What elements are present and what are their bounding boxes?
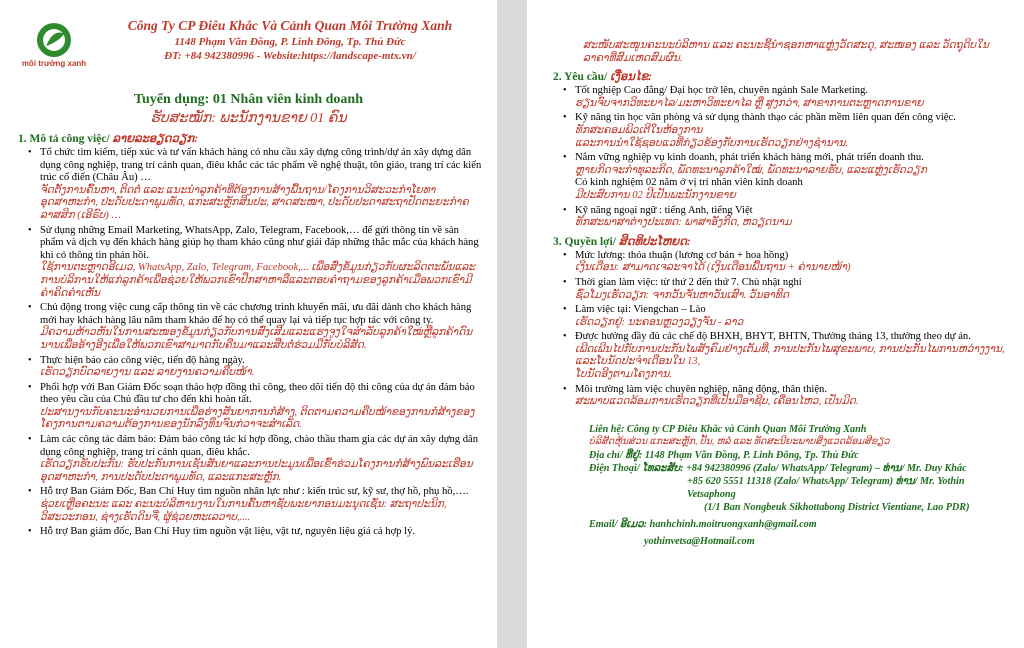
item-vi: • Phối hợp với Ban Giám Đốc soạn thảo hợp đồng thi công, theo dõi tiến độ thi công của dự án đảm bảo theo yêu cầu của Chủ đầu tư cho đến khi hoàn tất. <box>40 381 475 406</box>
section-heading-lao: ເງື່ອນໄຂ: <box>610 71 653 84</box>
list-item <box>575 277 1010 302</box>
item-lao: ຫຼາຍກິດຈະກຳທຸລະກິດ, ພັດທະນາລູກຄ້າໃໝ່, ພັດທະນາລາຍຮັບ, ແລະແຫຼ່ງເຮັດວຽກ <box>575 164 927 176</box>
item-lao: ຮຽນຈົບຈາກວິທະຍາໄລ/ມະຫາວິທະຍາໄລ ຫຼື ສູງກວ່າ, ສາຂາການຕະຫຼາດການຂາຍ <box>575 97 924 109</box>
item-vi: • Làm các công tác đảm bảo: Đảm bảo công tác kí hợp đồng, chào thầu tham gia các dự án xây dựng dân dụng công nghiệp, trang trí cảnh quan, điêu khắc. <box>40 434 479 458</box>
job-title-lao: ຮັບສະໝັກ: ພະນັກງານຂາຍ 01 ຄົນ <box>150 111 347 126</box>
section-heading-lao: ລາຍລະອຽດວຽກ: <box>112 133 198 145</box>
contact-lao-address: (1/1 Ban Nongbeuk Sikhottabong District Vientiane, Lao PDR) <box>704 501 970 513</box>
section-heading-vi: 2. Yêu cầu/ <box>553 71 611 84</box>
item-vi-2: Có kinh nghiệm 02 năm ở vị trí nhân viên kinh doanh <box>575 177 803 189</box>
job-description-list <box>14 147 483 539</box>
item-vi: • Môi trường làm việc chuyên nghiệp, năng động, thân thiện. <box>575 383 828 395</box>
list-item <box>575 250 1010 275</box>
item-lao-2: ໂບນັດອີງຕາມໂຄງການ. <box>575 369 673 381</box>
item-vi: • Chủ động trong việc cung cấp thông tin về các chương trình khuyến mãi, ưu đãi dành cho khách hàng mới hay khách hàng lâu năm tham khảo để họ có thể quay lại và tiếp tục hợp tác với công ty. <box>40 302 472 326</box>
list-item <box>40 302 483 352</box>
contact-email-1[interactable]: Email/ ອີເມວ: hanhchinh.moitruongxanh@gmail.com <box>589 518 817 530</box>
item-vi: • Thực hiện báo cáo công việc, tiến độ hàng ngày. <box>40 354 245 366</box>
section-heading-vi: 1. Mô tả công việc/ <box>18 133 113 145</box>
company-address: 1148 Phạm Văn Đồng, P. Linh Đông, Tp. Thủ Đức <box>174 36 406 48</box>
list-item <box>40 225 483 301</box>
item-vi: • Kỹ năng ngoại ngữ : tiếng Anh, tiếng Việt <box>575 204 753 216</box>
item-vi: • Mức lương: thỏa thuận (lương cơ bản + hoa hồng) <box>575 249 789 261</box>
list-item <box>40 434 483 484</box>
contact-email-2[interactable]: yothinvetsa@Hotmail.com <box>644 535 755 547</box>
item-lao: ເພີດເພີນໄປກັບການປະກັນໄພສັງຄົມຢ່າງເຕັມທີ່, ການປະກັນໄພສຸຂະພາບ, ການປະກັນໄພການຫວ່າງງານ, ແລະໂບນັດປະຈຳເດືອນໃນ 13, <box>575 343 1005 368</box>
list-item <box>40 486 483 524</box>
company-contact: ĐT: +84 942380996 - Website:https://landscape-mtx.vn/ <box>164 50 416 62</box>
list-item <box>575 384 1010 409</box>
company-info <box>90 18 490 62</box>
item-lao: ຈັດຕັ້ງການຄົ້ນຫາ, ຕິດຕໍ່ ແລະ ແນະນຳລູກຄ້າທີ່ຕ້ອງການສ້າງພື້ນຖານ/ໂຄງການວິສະວະກຳໂຍທາອຸດສາຫະກຳ, ປະດັບປະດາພູມທັດ, ແກະສະຫຼັກສິນປະ, ສາດສະໜາ, ປະດັບປະດາສະຖາປັດຕະຍະກຳຄລາສສິກ (ເອີຣົບ) … <box>40 184 469 221</box>
section-heading-vi: 3. Quyền lợi/ <box>553 235 619 248</box>
contact-block <box>549 423 1010 548</box>
item-lao: ທັກສະຄອມພິວເຕີໃນຫ້ອງການ <box>575 124 703 136</box>
contact-company: Liên hệ: Công ty CP Điêu Khắc và Cảnh Quan Môi Trường Xanh <box>589 423 867 435</box>
contact-phone-1: Điện Thoại/ ໂທລະສັບ: +84 942380996 (Zalo/ WhatsApp/ Telegram) – ທ່ານ/ Mr. Duy Khắc <box>589 462 967 474</box>
item-lao: ຊ່ວຍເຫຼືອຄະນະ ແລະ ຄະນະບໍລິຫານງານໃນການຄົ້ນຫາຊັບພະຍາກອນມະນຸດເຊັ່ນ: ສະຖາປະນິກ, ວິສະວະກອນ, ຊ່າງເຮັດດິນຈີ່, ຜູ້ຊ່ວຍຫະເລວາບ,.... <box>40 499 447 523</box>
item-vi: • Sử dụng những Email Marketing, WhatsApp, Zalo, Telegram, Facebook,… để gửi thông tin về sản phẩm và dịch vụ đến khách hàng giúp họ tham khảo cũng như giải đáp những thắc mắc của khách hàng khi có thông tin phản hồi. <box>40 224 479 261</box>
section-heading-description <box>18 131 483 145</box>
company-logo-icon <box>21 20 87 76</box>
list-item <box>575 112 1010 150</box>
item-lao: ເງິນເດືອນ: ສາມາດເຈລະຈາໄດ້ (ເງິນເດືອນພື້ນຖານ + ຄ່ານາຍໜ້າ) <box>575 262 851 274</box>
item-lao: ໃຊ້ການຕະຫຼາດອີເມວ, WhatsApp, Zalo, Telegram, Facebook,... ເພື່ອສົ່ງຂໍ້ມູນກ່ຽວກັບຜະລິດຕະພັນແລະການບໍລິການໃຫ້ແກ່ລູກຄ້າເພື່ອຊ່ວຍໃຫ້ພວກເຂົາປຶກສາຫາລືແລະຕອບຄຳຖາມຂອງລູກຄ້າເມື່ອພວກເຂົາມີຄຳຄິດຄຳເຫັນ <box>40 262 475 299</box>
item-lao: ເຮັດວຽກຮັບປະກັນ: ຮັບປະກັນການເຊັນສັນຍາແລະການປະມູນເພື່ອເຂົ້າຮ່ວມໂຄງການກໍ່ສ້າງພົນລະເຮືອນອຸດສາຫະກຳ, ການປະດັບປະດາພູມທັດ, ແລະແກະສະຫຼັກ. <box>40 459 473 483</box>
list-item <box>40 355 483 380</box>
item-lao-2: ມີປະສົບການ 02 ປີເປັນພະນັກງານຂາຍ <box>575 189 736 201</box>
item-lao: ເຮັດວຽກຢູ່: ນະຄອນຫຼວງວຽງຈັນ - ລາວ <box>575 316 744 328</box>
page-gap <box>497 0 527 648</box>
letterhead <box>14 14 483 86</box>
list-item <box>575 205 1010 230</box>
contact-phone-2: +85 620 5551 11318 (Zalo/ WhatsApp/ Telegram) ທ່ານ/ Mr. Yothin Vetsaphong <box>687 475 965 500</box>
logo-text: môi trường xanh <box>21 59 87 68</box>
item-vi: • Hỗ trợ Ban giám đốc, Ban Chỉ Huy tìm nguồn vật liệu, vật tư, nguyên liệu giá cả hợp lý. <box>40 526 416 538</box>
item-vi: • Thời gian làm việc: từ thứ 2 đến thứ 7. Chủ nhật nghỉ <box>575 276 802 288</box>
item-vi: • Nắm vững nghiệp vụ kinh doanh, phát triển khách hàng mới, phát triển doanh thu. <box>575 152 924 164</box>
list-item <box>40 382 483 432</box>
item-vi: • Được hưởng đầy đủ các chế độ BHXH, BHYT, BHTN, Thưởng tháng 13, thưởng theo dự án. <box>575 331 971 343</box>
document-page-2 <box>527 0 1024 648</box>
item-lao: ມີຄວາມຫ້າວຫັນໃນການສະໜອງຂໍ້ມູນກ່ຽວກັບການສົ່ງເສີມແລະແຮງຈູງໃຈສຳລັບລູກຄ້າໃໝ່ຫຼືລູກຄ້າດົນນານເພື່ອອ້າງອີງເພື່ອໃຫ້ພວກເຂົາສາມາດກັບຄືນມາແລະສືບຕໍ່ຮ່ວມມືກັບບໍລິສັດ. <box>40 327 473 351</box>
list-item <box>575 304 1010 329</box>
benefits-list <box>549 250 1010 409</box>
item-vi: • Tổ chức tìm kiếm, tiếp xúc và tư vấn khách hàng có nhu cầu xây dựng công trình/dự án xây dựng dân dụng công nghiệp, trang trí cảnh quan, điêu khắc các tác phẩm về nghệ thuật, tôn giáo, trang trí các kiến trúc cổ điển (Châu Âu) … <box>40 147 482 184</box>
list-item <box>575 85 1010 110</box>
section-heading-benefits <box>553 234 1010 248</box>
item-vi: • Tốt nghiệp Cao đẳng/ Đại học trở lên, chuyên ngành Sale Marketing. <box>575 85 869 97</box>
company-name: Công Ty CP Điêu Khắc Và Cảnh Quan Môi Trường Xanh <box>127 18 453 33</box>
requirements-list <box>549 85 1010 230</box>
contact-company-lao: ບໍລິສັດຫຸ້ນສ່ວນ ແກະສະຫຼັກ, ປັ້ນ, ຫລໍ່ ແລະ ທັດສະນີຍະພາບສິ່ງແວດລ້ອມສີຂຽວ <box>589 436 890 447</box>
contact-address: Địa chỉ/ ທີ່ຢູ່: 1148 Phạm Văn Đồng, P. Linh Đông, Tp. Thủ Đức <box>589 449 859 461</box>
section-heading-lao: ສິດທິປະໂຫຍດ: <box>618 235 691 248</box>
document-page-1 <box>0 0 497 648</box>
section-heading-requirements <box>553 69 1010 83</box>
item-vi: • Hỗ trợ Ban Giám Đốc, Ban Chỉ Huy tìm nguồn nhân lực như : kiến trúc sư, kỹ sư, thợ hồ, phụ hồ,…. <box>40 486 469 498</box>
item-lao: ປະສານງານກັບຄະນະອຳນວຍການເພື່ອຮ່າງສັນຍາການກໍ່ສ້າງ, ຕິດຕາມຄວາມຄືບໜ້າຂອງການກໍ່ສ້າງຂອງໂຄງການຕາມຄວາມຕ້ອງການຂອງນັກລົງທຶນຈົນກ່ວາຈະສຳເລັດ. <box>40 406 475 431</box>
job-description-continued: ສະໜັບສະໜູນຄະນະບໍລິຫານ ແລະ ຄະນະຊີ້ນຳຊອກຫາແຫຼ່ງວັດສະດຸ, ສະໜອງ ແລະ ວັດຖຸດິບໃນລາຄາທີ່ສົມເຫດສົມຜົນ. <box>583 40 989 64</box>
list-item <box>40 526 483 539</box>
item-vi: • Kỹ năng tin học văn phòng và sử dụng thành thạo các phần mềm liên quan đến công việc. <box>575 112 956 124</box>
list-item <box>575 152 1010 202</box>
list-item <box>40 147 483 223</box>
item-lao-2: ແລະການນຳໃຊ້ຊອບແວທີ່ກ່ຽວຂ້ອງກັບການເຮັດວຽກຢ່າງຊຳນານ. <box>575 137 849 149</box>
job-title: Tuyển dụng: 01 Nhân viên kinh doanh <box>133 92 364 107</box>
item-vi: • Làm việc tại: Viengchan – Lào <box>575 304 706 316</box>
item-lao: ເຮັດວຽກບົດລາຍງານ ແລະ ລາຍງານຄວາມຄືບໜ້າ. <box>40 367 255 379</box>
item-lao: ສະພາບແວດລ້ອມການເຮັດວຽກທີ່ເປັນມືອາຊີບ, ເຄື່ອນໄຫວ, ເປັນມິດ. <box>575 396 859 408</box>
list-item <box>575 331 1010 381</box>
item-lao: ທັກສະພາສາຕ່າງປະເທດ: ພາສາອັງກິດ, ຫວຽດນາມ <box>575 217 792 229</box>
item-lao: ຊົ່ວໂມງເຮັດວຽກ: ຈາກວັນຈັນຫາວັນເສົາ. ວັນອາທິດ <box>575 289 790 301</box>
